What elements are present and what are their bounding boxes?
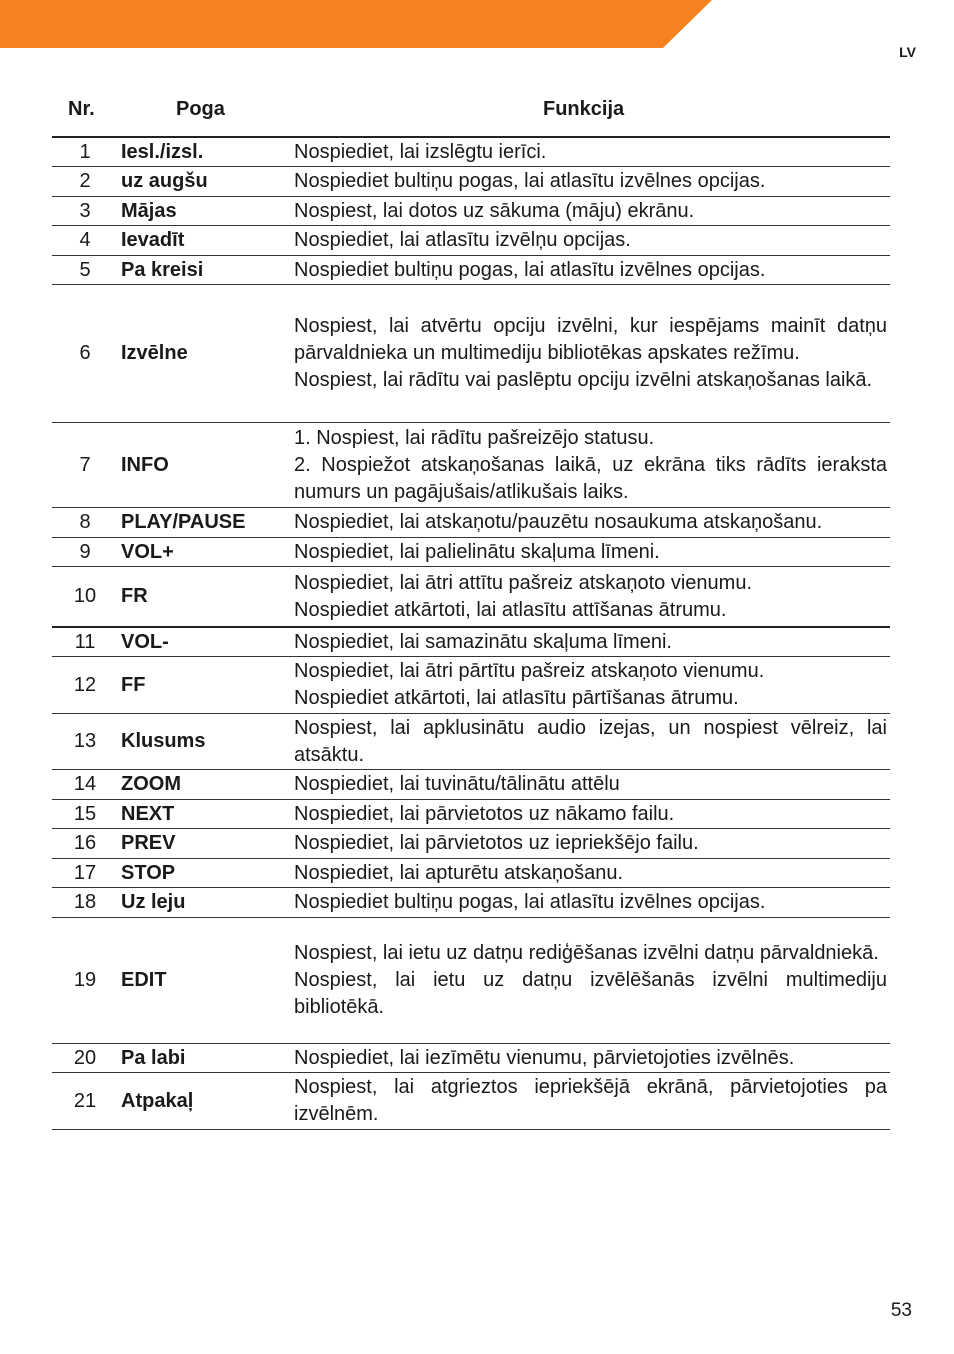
button-name: Klusums: [121, 730, 206, 752]
button-name: Atpakaļ: [121, 1089, 194, 1112]
function-description: [293, 567, 890, 626]
header-poga: Poga: [176, 98, 225, 120]
button-name: INFO: [121, 453, 169, 476]
function-description: [293, 770, 890, 799]
function-text: Nospiest, lai dotos uz sākuma (māju) ekrānu.: [294, 199, 695, 222]
table-row: [52, 197, 890, 226]
table-row: [52, 167, 890, 197]
function-description: [293, 256, 890, 284]
page-number: 53: [890, 1300, 912, 1321]
row-number: 4: [79, 229, 91, 251]
table-row: [52, 538, 890, 567]
table-row: [52, 567, 890, 628]
table-header: [52, 98, 890, 124]
button-name: STOP: [121, 861, 176, 884]
row-number: 17: [73, 861, 97, 884]
header-funkcija: Funkcija: [543, 98, 625, 120]
function-text: Nospiediet, lai iezīmētu vienumu, pārvietojoties izvēlnēs.: [294, 1046, 795, 1069]
function-text: Nospiediet, lai atlasītu izvēlņu opcijas.: [294, 229, 631, 251]
button-name: ZOOM: [121, 773, 181, 795]
function-description: [293, 628, 890, 656]
function-text: Nospiediet, lai ātri pārtītu pašreiz atskaņoto vienumu.: [294, 660, 765, 682]
function-text: Nospiediet, lai izslēgtu ierīci.: [294, 140, 547, 163]
button-name: PREV: [121, 832, 176, 854]
function-description: [293, 508, 890, 537]
row-number: 7: [79, 453, 91, 476]
button-name: Izvēlne: [121, 342, 188, 364]
button-name: PLAY/PAUSE: [121, 511, 246, 533]
function-description: [293, 423, 890, 507]
button-function-table: [52, 138, 890, 1130]
button-name: VOL-: [121, 630, 169, 653]
function-description: [293, 714, 890, 769]
button-name: Iesl./izsl.: [121, 140, 204, 163]
function-text: Nospiediet, lai samazinātu skaļuma līmeni.: [294, 630, 672, 653]
row-number: 18: [73, 891, 97, 913]
row-number: 15: [73, 802, 97, 825]
function-description: [293, 829, 890, 858]
function-description: [293, 859, 890, 887]
table-row: [52, 829, 890, 859]
button-name: FR: [121, 585, 148, 607]
function-description: [293, 1044, 890, 1072]
function-text: Nospiediet, lai palielinātu skaļuma līmeni.: [294, 540, 660, 563]
button-name: NEXT: [121, 802, 175, 825]
table-row: [52, 256, 890, 285]
row-number: 9: [79, 540, 91, 563]
table-row: [52, 1044, 890, 1073]
row-number: 13: [73, 730, 97, 752]
button-name: uz augšu: [121, 170, 208, 192]
function-text: Nospiediet, lai atskaņotu/pauzētu nosaukuma atskaņošanu.: [294, 511, 823, 533]
function-description: [293, 1073, 890, 1129]
function-text: Nospiediet bultiņu pogas, lai atlasītu izvēlnes opcijas.: [294, 891, 766, 913]
row-number: 14: [73, 773, 97, 795]
function-text: Nospiest, lai atgrieztos iepriekšējā ekrānā, pārvietojoties pa izvēlnēm.: [294, 1076, 887, 1125]
function-description: [293, 918, 890, 1043]
row-number: 2: [79, 170, 91, 192]
row-number: 8: [79, 511, 91, 533]
function-description: [293, 538, 890, 566]
function-description: [293, 285, 890, 422]
table-row: [52, 138, 890, 167]
row-number: 12: [73, 673, 97, 696]
function-text: Nospiediet, lai apturētu atskaņošanu.: [294, 861, 624, 884]
function-description: [293, 138, 890, 166]
function-description: [293, 226, 890, 255]
function-text: Nospiest, lai rādītu vai paslēptu opciju izvēlni atskaņošanas laikā.: [294, 369, 873, 391]
function-text: Nospiediet atkārtoti, lai atlasītu pārtīšanas ātrumu.: [294, 687, 739, 709]
orange-header-banner: [0, 0, 954, 48]
function-text: Nospiediet, lai pārvietotos uz nākamo failu.: [294, 802, 675, 825]
function-text: Nospiest, lai ietu uz datņu izvēlēšanās izvēlni multimediju bibliotēkā.: [294, 969, 887, 1018]
table-row: [52, 800, 890, 829]
button-name: VOL+: [121, 540, 174, 563]
function-text: Nospiest, lai ietu uz datņu rediģēšanas izvēlni datņu pārvaldniekā.: [294, 942, 879, 964]
function-text: Nospiest, lai atvērtu opciju izvēlni, kur iespējams mainīt datņu pārvaldnieka un multimediju bibliotēkas apskates režīmu.: [294, 315, 887, 364]
row-number: 16: [73, 832, 97, 854]
table-row: [52, 628, 890, 657]
row-number: 20: [73, 1046, 97, 1069]
function-description: [293, 800, 890, 828]
button-name: FF: [121, 673, 146, 696]
function-text: Nospiediet, lai pārvietotos uz iepriekšējo failu.: [294, 832, 699, 854]
table-row: [52, 714, 890, 770]
function-text: Nospiediet bultiņu pogas, lai atlasītu izvēlnes opcijas.: [294, 258, 766, 281]
function-text: 1. Nospiest, lai rādītu pašreizējo statusu.: [294, 426, 655, 449]
table-row: [52, 285, 890, 423]
button-name: EDIT: [121, 969, 167, 991]
function-text: Nospiediet, lai ātri attītu pašreiz atskaņoto vienumu.: [294, 571, 753, 594]
function-description: [293, 888, 890, 917]
table-row: [52, 770, 890, 800]
row-number: 10: [73, 585, 97, 607]
function-description: [293, 167, 890, 196]
function-text: Nospiediet, lai tuvinātu/tālinātu attēlu: [294, 773, 620, 795]
row-number: 19: [73, 969, 97, 991]
table-row: [52, 657, 890, 714]
table-row: [52, 508, 890, 538]
function-text: 2. Nospiežot atskaņošanas laikā, uz ekrāna tiks rādīts ieraksta numurs un pagājušais/atlikušais laiks.: [294, 453, 887, 503]
function-text: Nospiest, lai apklusinātu audio izejas, un nospiest vēlreiz, lai atsāktu.: [294, 716, 887, 766]
table-row: [52, 888, 890, 918]
button-name: Pa labi: [121, 1046, 186, 1069]
language-code: LV: [899, 44, 916, 60]
row-number: 11: [74, 630, 96, 653]
row-number: 1: [79, 140, 91, 163]
header-nr: Nr.: [68, 98, 95, 120]
function-text: Nospiediet atkārtoti, lai atlasītu attīšanas ātrumu.: [294, 598, 727, 621]
table-row: [52, 859, 890, 888]
function-description: [293, 197, 890, 225]
button-name: Mājas: [121, 199, 177, 222]
button-name: Pa kreisi: [121, 258, 204, 281]
button-name: Ievadīt: [121, 229, 185, 251]
table-row: [52, 918, 890, 1044]
table-row: [52, 226, 890, 256]
table-row: [52, 1073, 890, 1130]
row-number: 5: [79, 258, 91, 281]
function-text: Nospiediet bultiņu pogas, lai atlasītu izvēlnes opcijas.: [294, 170, 766, 192]
row-number: 3: [79, 199, 91, 222]
row-number: 6: [79, 342, 91, 364]
function-description: [293, 657, 890, 713]
row-number: 21: [73, 1089, 97, 1112]
table-row: [52, 423, 890, 508]
button-name: Uz leju: [121, 891, 186, 913]
